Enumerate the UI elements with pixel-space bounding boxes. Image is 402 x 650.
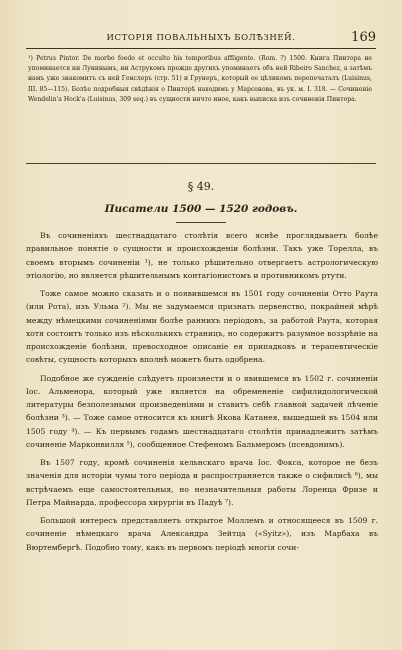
paragraph: Въ 1507 году, кромѣ сочиненія кельнскаго врача Іос. Фокса, которое не безъ значенія для исторіи чумы того періода и распространяется также о сифилисѣ ⁶), мы встрѣчаемъ еще самостоятельныя, но незначительныя работы Лоренца Фризе и Петра Майнарда, профессора хирургіи въ Падуѣ ⁷). [26,458,378,507]
body-text [26,229,378,559]
section-title: Писатели 1500 — 1520 годовъ. [104,203,298,215]
paragraph: Тоже самое можно сказать и о появившемся въ 1501 году сочиненіи Отто Раута (или Рота), изъ Ульма ²). Мы не задумаемся признать первенство, покрайней мѣрѣ между нѣмецкими сочиненіями болѣе раннихъ періодовъ, за работой Раута, которая хотя состоитъ только изъ нѣсколькихъ страницъ, но содержитъ разумное воззрѣніе на происхожденіе болѣзни, превосходное описаніе ея припадковъ и терапевтическіе совѣты, сущность которыхъ вполнѣ можетъ быть одобрена. [26,289,378,365]
footnote [28,54,372,105]
running-header [26,30,376,49]
section-divider [26,163,376,164]
section-title-rule [176,222,226,223]
section-number: § 49. [187,180,215,193]
paragraph: Большой интересъ представляетъ открытое Моллемъ и относящееся въ 1509 г. сочиненіе нѣмецкаго врача Александра Зейтца («Syitz»), изъ Марбаха въ Вюртембергѣ. Подобно тому, какъ въ первомъ періодѣ многія сочи- [26,516,378,552]
page-number: 169 [351,30,376,45]
footnote-text: ¹) Petrus Pintor. De morbo foedo et occulto his temporibus affligente. (Rom. ?) 1500. Книга Пинтора не упоминается ни Лунинымъ, ни Аструкомъ прежде другихъ упоминаетъ объ ней Ribeiro Sanchez, а затѣмъ намъ уже знакомитъ съ ней Генслеръ (стр. 51) и Грунеръ, который ее цѣликомъ перепечаталъ (Luisinus, III. 85—115). Болѣе подробныя свѣдѣнія о Пинторѣ находимъ у Марсенова, въ ук. м. I. 318. — Сочиненіе Wendelin'а Hock'а (Luisinus, 309 seq.) въ сущности ничто иное, какъ выписка изъ сочиненія Пинтора. [28,55,372,103]
header-title: ИСТОРІЯ ПОВАЛЬНЫХЪ БОЛѢЗНЕЙ. [106,33,296,43]
paragraph: Подобное же сужденіе слѣдуетъ произнести и о явившемся въ 1502 г. сочиненіи Іос. Альменора, который уже является на обремененіе сифилидологической литературы безполезными произведеніями и ставитъ себѣ главной задачей лѣченіе болѣзни ³). — Тоже самое относится къ книгѣ Якова Катанея, вышедшей въ 1504 или 1505 году ⁴). — Къ первымъ годамъ шестнадцатаго столѣтія принадлежитъ затѣмъ сочиненіе Марконвилля ⁵), сообщенное Стефеномъ Бальмеромъ (псевдонимъ). [26,373,378,449]
paragraph: Въ сочиненіяхъ шестнадцатаго столѣтія всего яснѣе проглядываетъ болѣе правильное понятіе о сущности и происхожденіи болѣзни. Такъ уже Торелла, въ своемъ вторымъ сочиненіи ¹), не только рѣшительно отвергаетъ астрологическую этіологію, но является рѣшительнымъ контагіонистомъ и противникомъ ртути. [26,231,378,280]
